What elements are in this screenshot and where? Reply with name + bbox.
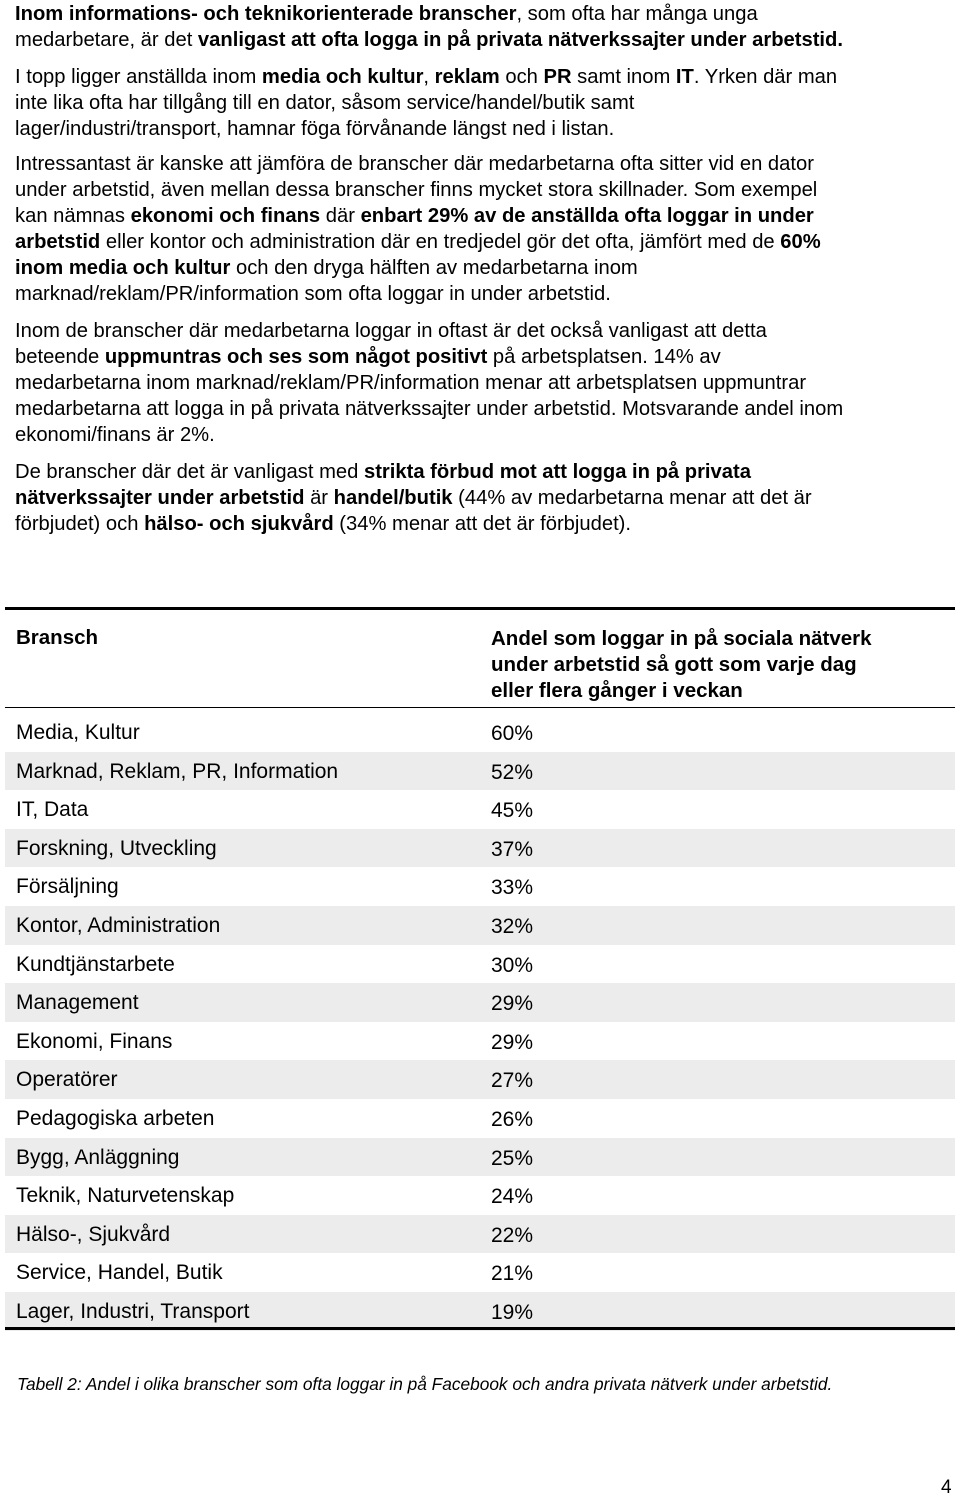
- text-run: lager/industri/transport, hamnar föga förvånande längst ned i listan.: [15, 118, 615, 140]
- text-run: Intressantast är kanske att jämföra de branscher där medarbetarna ofta sitter vid en dator: [15, 153, 814, 175]
- paragraph: [15, 1, 950, 53]
- table-cell-bransch: IT, Data: [16, 798, 89, 822]
- text-run: beteende: [15, 346, 105, 368]
- bold-text: IT: [675, 66, 694, 88]
- table-cell-bransch: Marknad, Reklam, PR, Information: [16, 759, 339, 783]
- bold-text: uppmuntras och ses som något positivt: [104, 346, 488, 368]
- table-row: [5, 1176, 955, 1215]
- table-cell-bransch: Försäljning: [16, 875, 119, 899]
- text-line: [15, 203, 950, 229]
- table-row: [5, 713, 955, 752]
- table-cell-andel: 25%: [491, 1146, 534, 1170]
- text-run: I topp ligger anställda inom: [15, 66, 262, 88]
- text-run: (34% menar att det är förbjudet).: [333, 513, 632, 535]
- table-cell-bransch: Ekonomi, Finans: [16, 1029, 173, 1053]
- text-run: , som ofta har många unga: [516, 3, 758, 25]
- table-cell-bransch: Service, Handel, Butik: [16, 1261, 223, 1285]
- table-cell-bransch: Lager, Industri, Transport: [16, 1299, 250, 1323]
- table-cell-andel: 29%: [491, 1030, 534, 1054]
- table-caption: Tabell 2: Andel i olika branscher som ofta loggar in på Facebook och andra privata nätverk under arbetstid.: [17, 1374, 833, 1394]
- text-line: [15, 370, 950, 396]
- text-line: [15, 229, 950, 255]
- table-bottom-rule: [5, 1327, 955, 1330]
- text-run: . Yrken där man: [693, 66, 838, 88]
- text-run: medarbetarna att logga in på privata nätverkssajter under arbetstid. Motsvarande andel inom: [15, 398, 844, 420]
- table-header-bransch: Bransch: [16, 626, 99, 649]
- table-cell-andel: 26%: [491, 1107, 534, 1131]
- table-cell-andel: 30%: [491, 953, 534, 977]
- text-line: [15, 1, 950, 27]
- table-row: [5, 945, 955, 984]
- table-cell-bransch: Teknik, Naturvetenskap: [16, 1184, 235, 1208]
- table-row: [5, 906, 955, 945]
- text-run: inte lika ofta har tillgång till en dator, såsom service/handel/butik samt: [15, 92, 635, 114]
- text-line: [15, 281, 950, 307]
- text-run: och den dryga hälften av medarbetarna inom: [230, 257, 638, 279]
- table-cell-bransch: Forskning, Utveckling: [16, 836, 217, 860]
- table-cell-bransch: Bygg, Anläggning: [16, 1145, 180, 1169]
- table-row: [5, 1138, 955, 1177]
- text-run: på arbetsplatsen. 14% av: [487, 346, 721, 368]
- text-line: [15, 344, 950, 370]
- paragraph: [15, 151, 950, 307]
- text-run: förbjudet) och: [15, 513, 145, 535]
- bold-text: enbart 29% av de anställda ofta loggar in under: [360, 205, 814, 227]
- text-line: [15, 177, 950, 203]
- table-row: [5, 983, 955, 1022]
- bold-text: nätverkssajter under arbetstid: [15, 487, 305, 509]
- bold-text: Inom informations- och teknikorienterade branscher: [15, 3, 517, 25]
- table-cell-andel: 33%: [491, 876, 534, 900]
- table-cell-andel: 21%: [491, 1262, 534, 1286]
- text-run: ,: [423, 66, 435, 88]
- table-cell-bransch: Management: [16, 991, 139, 1015]
- text-run: och: [499, 66, 544, 88]
- bold-text: handel/butik: [333, 487, 453, 509]
- bold-text: reklam: [434, 66, 500, 88]
- table-row: [5, 1292, 955, 1331]
- text-line: [15, 27, 950, 53]
- paragraph: [15, 459, 950, 537]
- bold-text: ekonomi och finans: [130, 205, 321, 227]
- bold-text: hälso- och sjukvård: [144, 513, 334, 535]
- bold-text: PR: [543, 66, 572, 88]
- text-line: [15, 485, 950, 511]
- text-line: [15, 318, 950, 344]
- table-row: [5, 752, 955, 791]
- table-cell-andel: 24%: [491, 1185, 534, 1209]
- bold-text: media och kultur: [261, 66, 424, 88]
- text-run: under arbetstid, även mellan dessa branscher finns mycket stora skillnader. Som exempel: [15, 179, 818, 201]
- table-header-andel: [491, 626, 951, 704]
- bold-text: arbetstid: [15, 231, 101, 253]
- table-header-andel-line: under arbetstid så gott som varje dag: [491, 653, 857, 676]
- table-top-rule: [5, 607, 955, 610]
- table-row: [5, 867, 955, 906]
- table-cell-andel: 22%: [491, 1223, 534, 1247]
- text-line: [15, 90, 950, 116]
- text-run: ekonomi/finans är 2%.: [15, 424, 215, 446]
- text-line: [15, 422, 950, 448]
- table-row: [5, 790, 955, 829]
- text-line: [15, 396, 950, 422]
- text-line: [15, 255, 950, 281]
- text-run: medarbetare, är det: [15, 29, 198, 51]
- table-cell-andel: 60%: [491, 722, 534, 745]
- text-run: Inom de branscher där medarbetarna loggar in oftast är det också vanligast att detta: [15, 320, 767, 342]
- text-line: [15, 151, 950, 177]
- text-run: marknad/reklam/PR/information som ofta loggar in under arbetstid.: [15, 283, 611, 305]
- table-row: [5, 1060, 955, 1099]
- text-line: [15, 459, 950, 485]
- page-number: 4: [941, 1477, 952, 1498]
- table-row: [5, 1215, 955, 1254]
- text-run: är: [304, 487, 334, 509]
- table-cell-andel: 19%: [491, 1300, 534, 1324]
- text-line: [15, 116, 950, 142]
- table-cell-andel: 29%: [491, 992, 534, 1016]
- text-line: [15, 64, 950, 90]
- text-run: medarbetarna inom marknad/reklam/PR/information menar att arbetsplatsen uppmuntrar: [15, 372, 807, 394]
- text-run: där: [320, 205, 361, 227]
- table-cell-bransch: Kundtjänstarbete: [16, 952, 175, 976]
- paragraph: [15, 318, 950, 448]
- text-run: eller kontor och administration där en tredjedel gör det ofta, jämfört med de: [100, 231, 781, 253]
- table-cell-andel: 52%: [491, 760, 534, 784]
- table-cell-bransch: Operatörer: [16, 1068, 118, 1092]
- table-header-andel-line: eller flera gånger i veckan: [491, 679, 743, 702]
- table-row: [5, 1099, 955, 1138]
- table-cell-bransch: Hälso-, Sjukvård: [16, 1222, 171, 1246]
- text-run: kan nämnas: [15, 205, 131, 227]
- table-cell-bransch: Media, Kultur: [16, 721, 140, 744]
- paragraph: [15, 64, 950, 142]
- table-row: [5, 829, 955, 868]
- bold-text: vanligast att ofta logga in på privata nätverkssajter under arbetstid.: [197, 29, 843, 51]
- table-body: [5, 713, 955, 1331]
- text-line: [15, 511, 950, 537]
- table-header-rule: [5, 707, 955, 708]
- table-cell-bransch: Kontor, Administration: [16, 913, 221, 937]
- table-cell-andel: 27%: [491, 1069, 534, 1093]
- text-run: (44% av medarbetarna menar att det är: [452, 487, 812, 509]
- bold-text: inom media och kultur: [15, 257, 231, 279]
- text-run: samt inom: [571, 66, 676, 88]
- text-run: De branscher där det är vanligast med: [15, 461, 364, 483]
- body-text: [15, 1, 950, 548]
- table-cell-andel: 37%: [491, 837, 534, 861]
- table-row: [5, 1253, 955, 1292]
- table-cell-andel: 45%: [491, 799, 534, 823]
- table-row: [5, 1022, 955, 1061]
- table-header-andel-line: Andel som loggar in på sociala nätverk: [491, 627, 872, 650]
- bold-text: 60%: [780, 231, 821, 253]
- table-cell-andel: 32%: [491, 914, 534, 938]
- bold-text: strikta förbud mot att logga in på privata: [363, 461, 751, 483]
- table-cell-bransch: Pedagogiska arbeten: [16, 1106, 215, 1130]
